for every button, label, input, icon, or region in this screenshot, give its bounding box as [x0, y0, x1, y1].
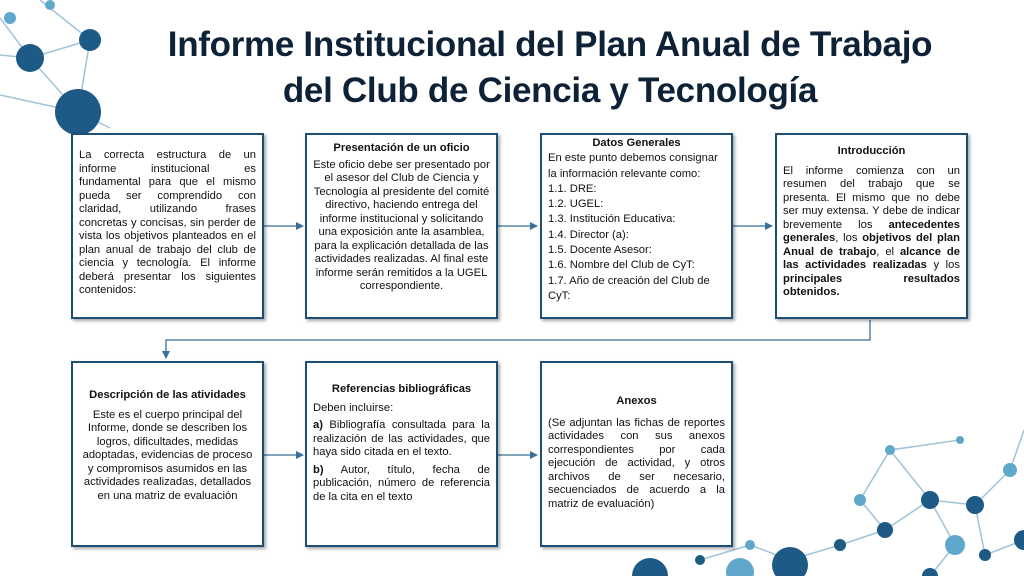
introduccion-heading: Introducción [837, 145, 906, 157]
introduccion-bold: alcance de las actividades realizadas [783, 245, 960, 271]
introduccion-text: , los [835, 232, 863, 244]
oficio-heading: Presentación de un oficio [333, 142, 470, 154]
introduccion-text: , el [876, 245, 900, 258]
descripcion-heading: Descripción de las atividades [89, 389, 246, 401]
datos-item: 1.2. UGEL: [548, 198, 604, 211]
datos-item: 1.7. Año de creación del Club de CyT: [548, 274, 710, 302]
intro-text: La correcta estructura de un informe institucional es fundamental para que el mismo pueda ser comprendido con claridad, utilizando frases concretas y concisas, sin perder de vista los objetivos planteados en el plan anual de trabajo del club de ciencia y tecnología. El informe deberá presentar los siguientes contenidos: [79, 149, 256, 296]
datos-item: 1.4. Director (a): [548, 228, 629, 241]
datos-item: 1.5. Docente Asesor: [548, 244, 652, 257]
referencias-a-text: Bibliografía consultada para la realización de las actividades, que haya sido citada en el texto. [313, 419, 490, 458]
descripcion-box [71, 361, 264, 547]
datos-item: 1.6. Nombre del Club de CyT: [548, 259, 695, 272]
intro-box [71, 133, 264, 319]
referencias-intro: Deben incluirse: [313, 401, 394, 414]
title-line-2: del Club de Ciencia y Tecnología [282, 71, 818, 110]
datos-box [540, 133, 733, 319]
descripcion-body: Este es el cuerpo principal del Informe, donde se describen los logros, dificultades, medidas adoptadas, evidencias de proceso y compromisos asumidos en las actividades realizadas, detallados en una matriz de evaluación [82, 408, 253, 502]
referencias-heading: Referencias bibliográficas [331, 383, 472, 395]
oficio-body: Este oficio debe ser presentado por el asesor del Club de Ciencia y Tecnología al presidente del comité directivo, haciendo entrega del informe institucional y solicitando una exposición ante la asamblea, para la explicación detallada de las actividades realizadas. Al final este informe serán remitidos a la UGEL correspondiente. [313, 158, 490, 292]
datos-list [548, 182, 725, 304]
referencias-item-b [313, 464, 490, 505]
title-line-1: Informe Institucional del Plan Anual de Trabajo [167, 25, 933, 64]
introduccion-bold: antecedentes generales [783, 218, 960, 244]
network-nodes-top-left [4, 0, 101, 135]
datos-item: 1.1. DRE: [548, 182, 597, 195]
introduccion-text: El informe comienza con un resumen del trabajo que se presenta. El mismo que no debe ser muy extensa. Y debe de indicar brevemente los [783, 164, 960, 231]
introduccion-text: y los [926, 259, 960, 271]
oficio-box [305, 133, 498, 319]
introduccion-body [783, 165, 960, 300]
referencias-box [305, 361, 498, 547]
referencias-a-label: a) [313, 419, 323, 431]
anexos-box [540, 361, 733, 547]
introduccion-box [775, 133, 968, 319]
introduccion-bold: objetivos del plan Anual de trabajo [783, 232, 960, 258]
datos-intro: En este punto debemos consignar la información relevante como: [548, 152, 718, 180]
introduccion-bold: principales resultados obtenidos. [783, 272, 960, 298]
referencias-b-label: b) [313, 463, 324, 476]
datos-item: 1.3. Institución Educativa: [548, 213, 676, 226]
anexos-heading: Anexos [616, 395, 657, 407]
referencias-b-text: Autor, título, fecha de publicación, número de referencia de la cita en el texto [313, 463, 490, 503]
referencias-item-a [313, 419, 490, 460]
anexos-body: (Se adjuntan las fichas de reportes actividades con sus anexos correspondientes por cada ejecución de actividad, y otros archivos de ser necesario, secuenciados de acuerdo a la matriz de evaluación) [548, 416, 725, 510]
page-title [100, 22, 1000, 114]
datos-heading: Datos Generales [592, 137, 681, 149]
